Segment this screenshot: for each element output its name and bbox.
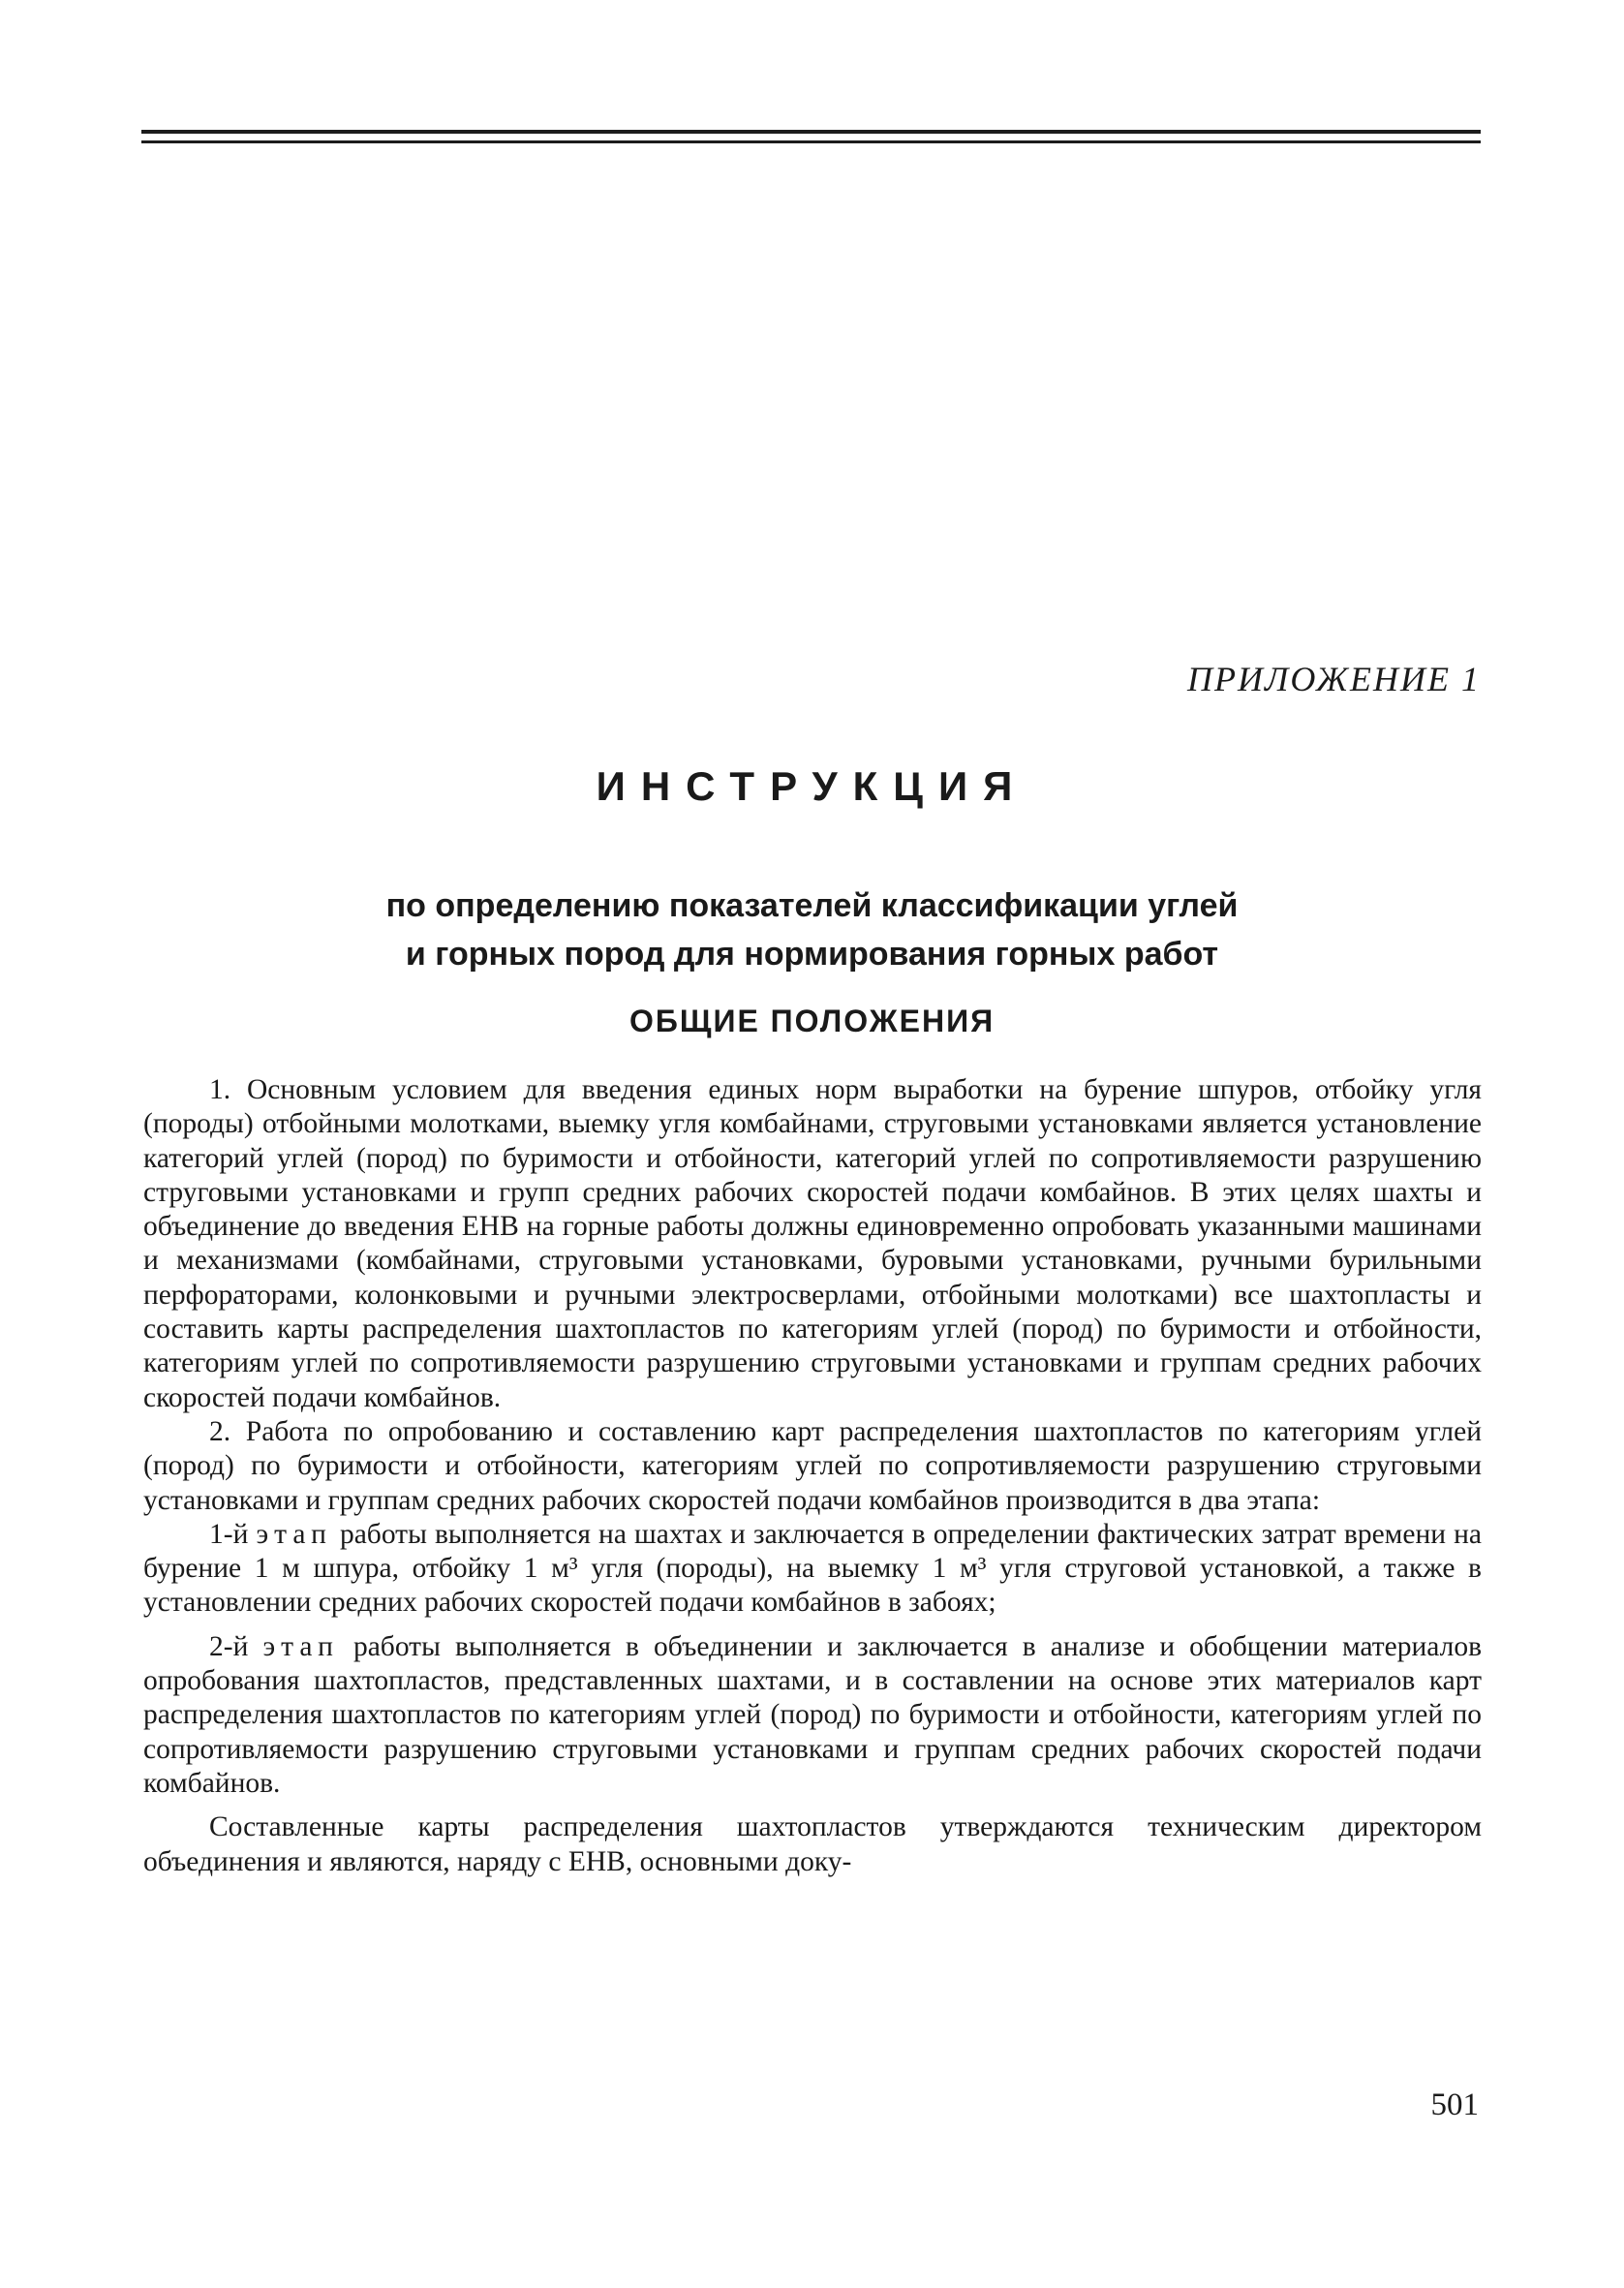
paragraph-stage-2: [143, 1630, 1482, 1801]
document-subtitle: [0, 881, 1624, 978]
stage-2-word: этап: [262, 1630, 339, 1662]
header-rule-bottom: [141, 140, 1481, 143]
section-heading: ОБЩИЕ ПОЛОЖЕНИЯ: [628, 1004, 996, 1038]
appendix-label: ПРИЛОЖЕНИЕ 1: [1187, 660, 1481, 698]
stage-2-number: 2-й: [209, 1630, 249, 1662]
paragraph-5: Составленные карты распределения шахтопластов утверждаются техническим директором объединения и являются, наряду с ЕНВ, основными доку-: [143, 1811, 1482, 1877]
page-number: 501: [1430, 2087, 1479, 2122]
header-rule-top: [141, 130, 1481, 134]
subtitle-line-1: по определению показателей классификации углей: [385, 887, 1239, 924]
body-text: [143, 1073, 1482, 1879]
paragraph-stage-1: [143, 1518, 1482, 1621]
stage-1-text: работы выполняется на шахтах и заключается в определении фактических затрат времени на бурение 1 м шпура, отбойку 1 м³ угля (породы), на выемку 1 м³ угля струговой установкой, а также в установлении средних рабочих скоростей подачи комбайнов в забоях;: [143, 1518, 1482, 1619]
subtitle-line-2: и горных пород для нормирования горных работ: [405, 936, 1219, 973]
stage-1-number: 1-й: [209, 1518, 249, 1550]
document-title: ИНСТРУКЦИЯ: [596, 763, 1028, 809]
paragraph-1: 1. Основным условием для введения единых норм выработки на бурение шпуров, отбойку угля (породы) отбойными молотками, выемку угля комбайнами, струговыми установками является установление категорий углей (пород) по буримости и отбойности, категорий углей по сопротивляемости разрушению струговыми установками и групп средних рабочих скоростей подачи комбайнов. В этих целях шахты и объединение до введения ЕНВ на горные работы должны единовременно опробовать указанными машинами и механизмами (комбайнами, струговыми установками, буровыми установками, ручными бурильными перфораторами, колонковыми и ручными электросверлами, отбойными молотками) все шахтопласты и составить карты распределения шахтопластов по категориям углей (пород) по буримости и отбойности, категориям углей по сопротивляемости разрушению струговыми установками и группам средних рабочих скоростей подачи комбайнов.: [143, 1074, 1482, 1413]
paragraph-2: 2. Работа по опробованию и составлению карт распределения шахтопластов по категориям углей (пород) по буримости и отбойности, категориям углей по сопротивляемости разрушению струговыми установками и группам средних рабочих скоростей подачи комбайнов производится в два этапа:: [143, 1415, 1482, 1516]
stage-2-text: работы выполняется в объединении и заключается в анализе и обобщении материалов опробования шахтопластов, представленных шахтами, и в составлении на основе этих материалов карт распределения шахтопластов по категориям углей (пород) по буримости и отбойности, категориям углей по сопротивляемости разрушению струговыми установками и группам средних рабочих скоростей подачи комбайнов.: [143, 1630, 1483, 1799]
stage-1-word: этап: [256, 1518, 332, 1550]
